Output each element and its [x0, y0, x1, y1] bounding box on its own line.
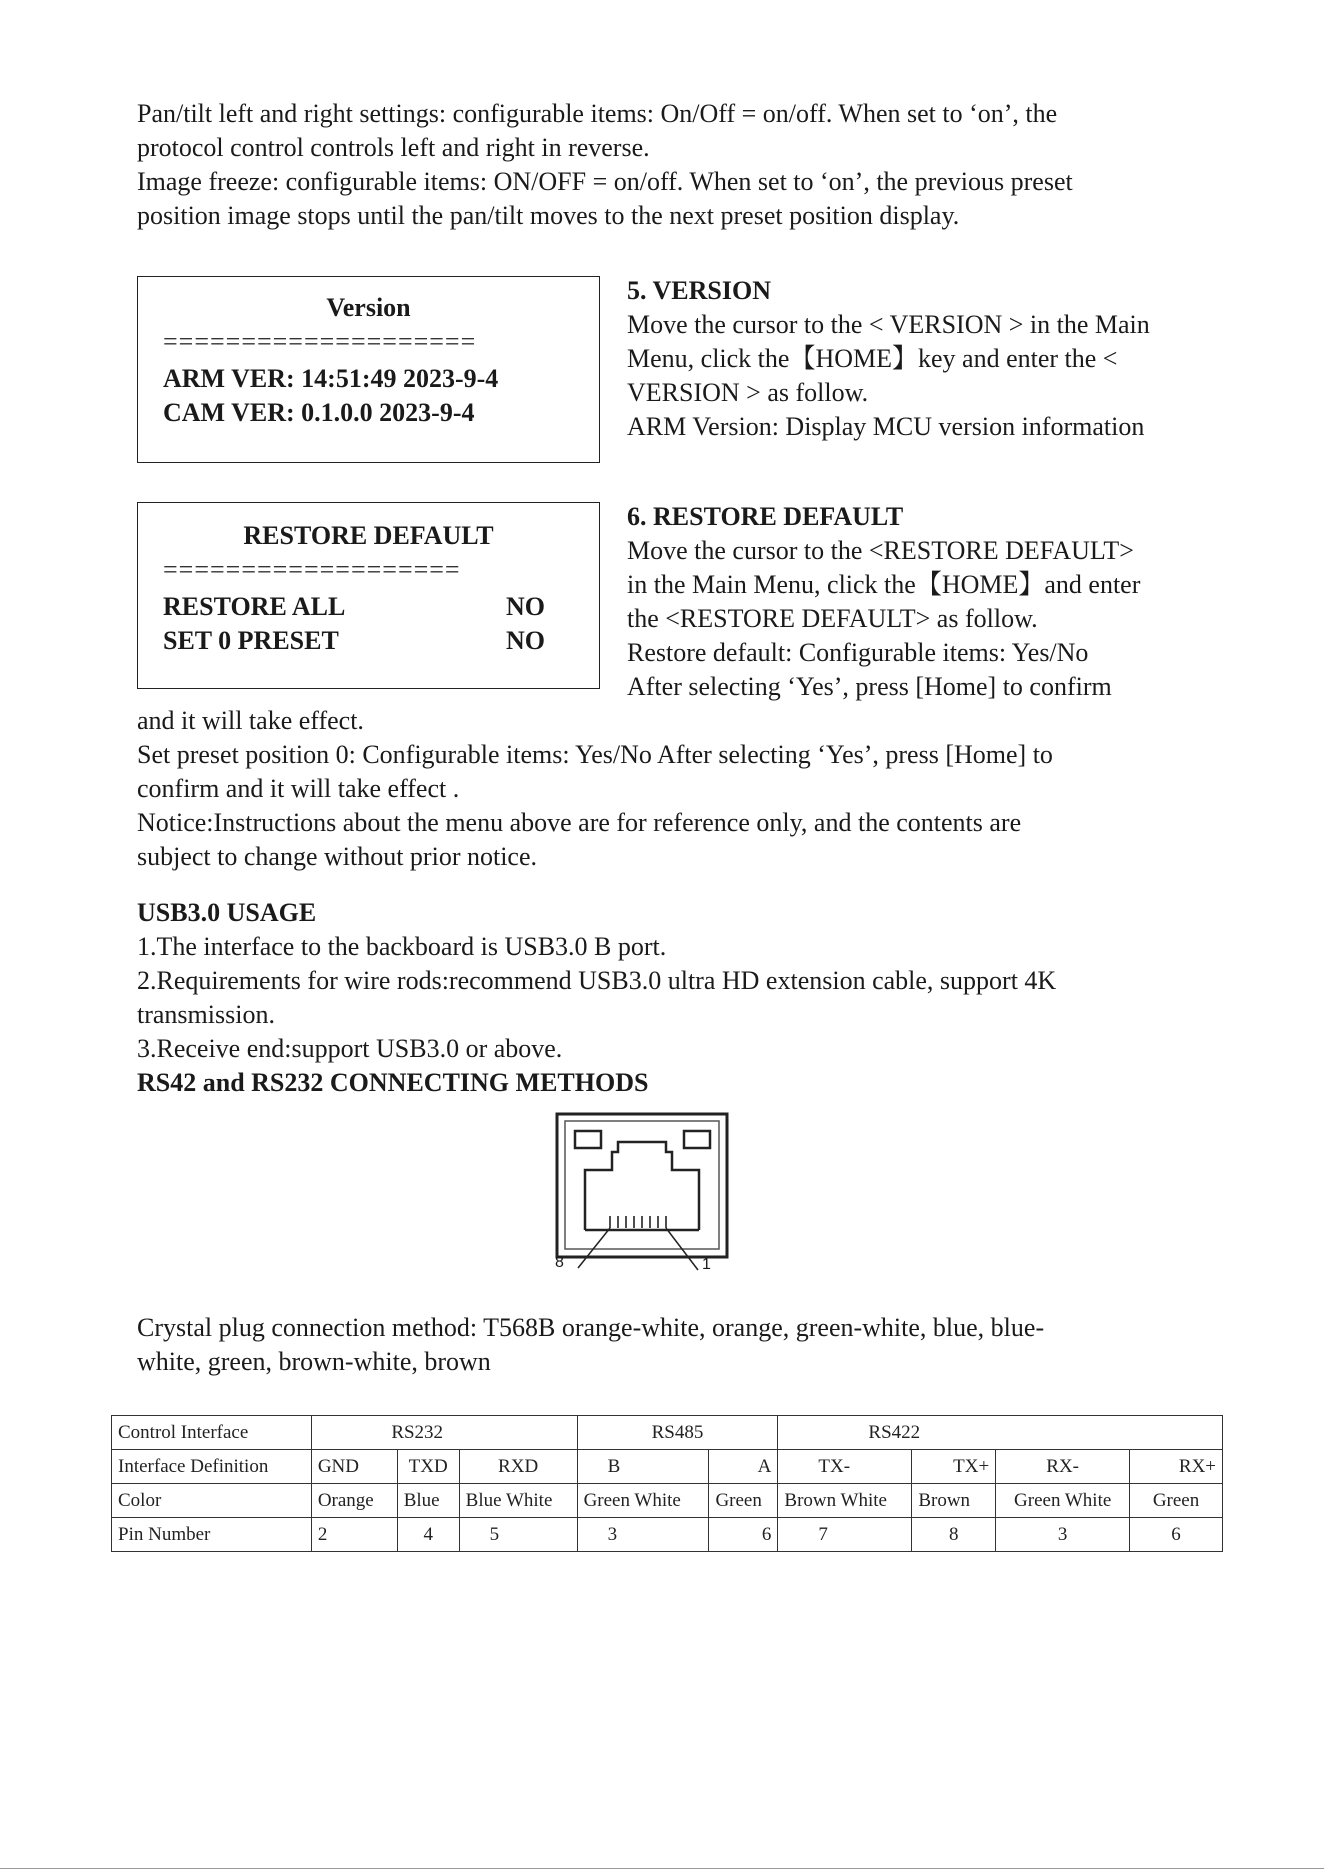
version-line: ARM Version: Display MCU version information [627, 412, 1145, 441]
version-line: Move the cursor to the < VERSION > in the Main [627, 310, 1150, 339]
table-cell: Blue White [459, 1484, 577, 1518]
version-osd-box [137, 276, 600, 463]
table-cell: Green White [577, 1484, 709, 1518]
restore-osd-title: RESTORE DEFAULT [243, 521, 494, 550]
after-restore-line: Set preset position 0: Configurable items: Yes/No After selecting ‘Yes’, press [Home] to [137, 740, 1053, 769]
table-cell-rs485: RS485 [577, 1416, 778, 1450]
table-cell: Green [1130, 1484, 1223, 1518]
crystal-line-2: white, green, brown-white, brown [137, 1347, 491, 1376]
version-osd-cam: CAM VER: 0.1.0.0 2023-9-4 [163, 398, 475, 427]
intro-image-freeze-line-1: Image freeze: configurable items: ON/OFF = on/off. When set to ‘on’, the previous preset [137, 167, 1073, 196]
table-cell: B [577, 1450, 709, 1484]
table-cell: 6 [709, 1518, 778, 1552]
table-cell: Interface Definition [112, 1450, 312, 1484]
table-cell: RXD [459, 1450, 577, 1484]
table-cell: 3 [996, 1518, 1130, 1552]
table-cell-rs422: RS422 [778, 1416, 1223, 1450]
version-line: VERSION > as follow. [627, 378, 869, 407]
table-cell: Pin Number [112, 1518, 312, 1552]
table-cell: RX+ [1130, 1450, 1223, 1484]
table-row [112, 1450, 1223, 1484]
intro-pan-tilt-line-1: Pan/tilt left and right settings: configurable items: On/Off = on/off. When set to ‘on’, the [137, 99, 1058, 128]
table-cell: 6 [1130, 1518, 1223, 1552]
restore-section [627, 500, 1217, 704]
table-cell: Color [112, 1484, 312, 1518]
restore-line: in the Main Menu, click the【HOME】and enter [627, 570, 1141, 599]
table-cell: Control Interface [112, 1416, 312, 1450]
restore-line: Move the cursor to the <RESTORE DEFAULT> [627, 536, 1134, 565]
table-cell: Green White [996, 1484, 1130, 1518]
table-cell: Brown White [778, 1484, 912, 1518]
version-osd-arm: ARM VER: 14:51:49 2023-9-4 [163, 364, 499, 393]
table-cell: 8 [912, 1518, 996, 1552]
pin-8-label: 8 [555, 1254, 564, 1271]
table-cell: Brown [912, 1484, 996, 1518]
restore-osd-row-value: NO [506, 626, 545, 655]
table-cell: Green [709, 1484, 778, 1518]
table-cell: TX- [778, 1450, 912, 1484]
table-cell: Blue [397, 1484, 459, 1518]
restore-line: After selecting ‘Yes’, press [Home] to confirm [627, 672, 1112, 701]
table-cell: 4 [397, 1518, 459, 1552]
page-bottom-rule [0, 1868, 1324, 1869]
table-cell: 3 [577, 1518, 709, 1552]
intro-image-freeze-line-2: position image stops until the pan/tilt moves to the next preset position display. [137, 201, 960, 230]
table-cell: GND [311, 1450, 397, 1484]
version-line: Menu, click the【HOME】key and enter the < [627, 344, 1118, 373]
table-cell: 2 [311, 1518, 397, 1552]
usb-heading: USB3.0 USAGE [137, 898, 317, 927]
version-osd-divider: ==================== [163, 327, 477, 356]
version-osd-title: Version [326, 293, 411, 322]
intro-pan-tilt-line-2: protocol control controls left and right in reverse. [137, 133, 650, 162]
table-cell: Orange [311, 1484, 397, 1518]
table-cell: RX- [996, 1450, 1130, 1484]
restore-osd-divider: =================== [163, 555, 461, 584]
restore-line: Restore default: Configurable items: Yes/No [627, 638, 1089, 667]
restore-osd-box [137, 502, 600, 689]
pin-definition-table [111, 1415, 1223, 1552]
usb-line: transmission. [137, 1000, 275, 1029]
after-restore-line: and it will take effect. [137, 706, 364, 735]
notice-line: Notice:Instructions about the menu above are for reference only, and the contents are [137, 808, 1022, 837]
version-section [627, 274, 1217, 444]
table-cell: TXD [397, 1450, 459, 1484]
crystal-line-1: Crystal plug connection method: T568B orange-white, orange, green-white, blue, blue- [137, 1313, 1045, 1342]
table-row [112, 1484, 1223, 1518]
table-cell: 7 [778, 1518, 912, 1552]
version-heading: 5. VERSION [627, 276, 772, 305]
notice-line: subject to change without prior notice. [137, 842, 538, 871]
restore-heading: 6. RESTORE DEFAULT [627, 502, 904, 531]
usb-line: 2.Requirements for wire rods:recommend USB3.0 ultra HD extension cable, support 4K [137, 966, 1057, 995]
restore-line: the <RESTORE DEFAULT> as follow. [627, 604, 1038, 633]
restore-osd-row-label: RESTORE ALL [163, 592, 346, 621]
table-row [112, 1416, 1223, 1450]
table-cell-rs232: RS232 [311, 1416, 577, 1450]
after-restore-line: confirm and it will take effect . [137, 774, 460, 803]
pin-1-label: 1 [702, 1256, 711, 1273]
table-cell: 5 [459, 1518, 577, 1552]
restore-osd-row-label: SET 0 PRESET [163, 626, 339, 655]
rs-heading: RS42 and RS232 CONNECTING METHODS [137, 1068, 649, 1097]
usb-line: 1.The interface to the backboard is USB3.0 B port. [137, 932, 667, 961]
table-row [112, 1518, 1223, 1552]
table-cell: TX+ [912, 1450, 996, 1484]
restore-osd-row-value: NO [506, 592, 545, 621]
table-cell: A [709, 1450, 778, 1484]
usb-line: 3.Receive end:support USB3.0 or above. [137, 1034, 563, 1063]
